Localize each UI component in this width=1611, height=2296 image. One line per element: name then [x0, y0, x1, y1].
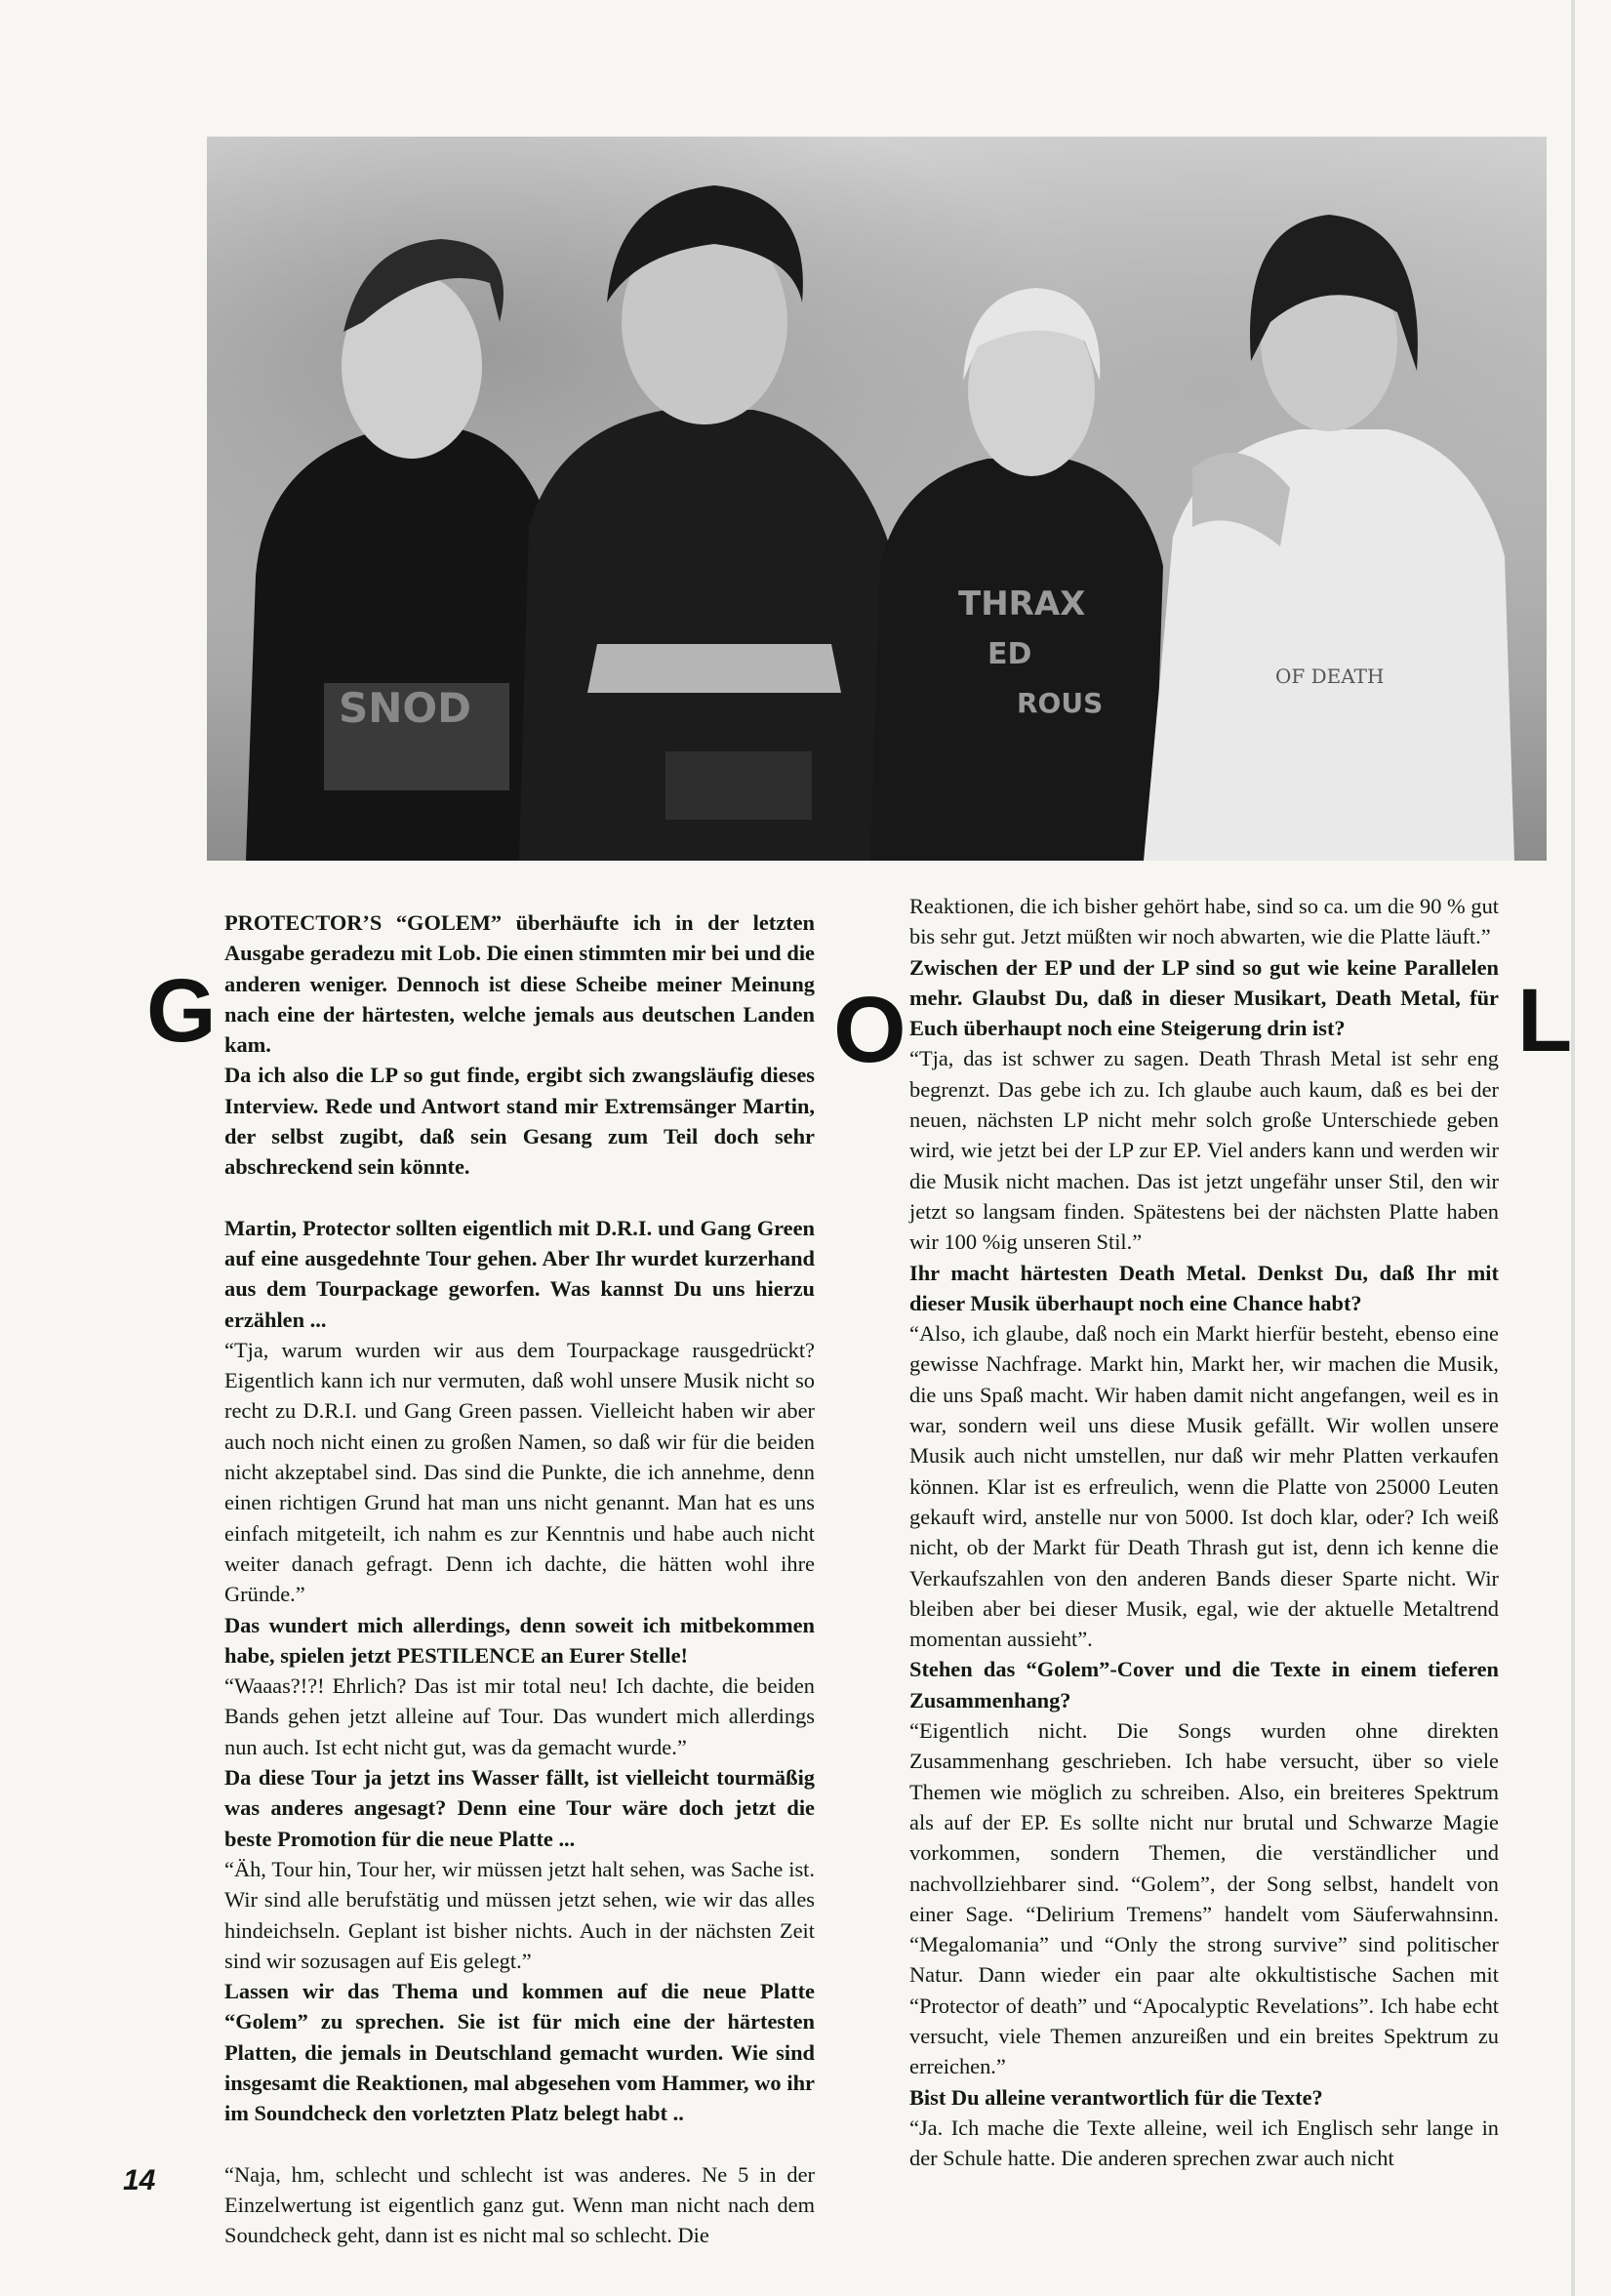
question-paragraph: Da diese Tour ja jetzt ins Wasser fällt, ist vielleicht tourmäßig was anderes angesagt? Denn eine Tour wäre doch jetzt die beste Promotion für die neue Platte ...: [224, 1765, 815, 1851]
question-paragraph: Zwischen der EP und der LP sind so gut wie keine Parallelen mehr. Glaubst Du, daß in dieser Musikart, Death Metal, für Euch überhaupt noch eine Steigerung drin ist?: [909, 954, 1499, 1041]
answer-paragraph: “Eigentlich nicht. Die Songs wurden ohne direkten Zusammenhang geschrieben. Ich habe versucht, über so viele Themen wie möglich zu schreiben. Also, ein breiteres Spektrum als auf der EP. Es sollte nicht nur brutal und Schwarze Magie vorkommen, sondern Themen, die verständlicher und nachvollziehbarer sind. “Golem”, der Song selbst, handelt von einer Sage. “Delirium Tremens” handelt vom Säuferwahnsinn. “Megalomania” und “Only the strong survive” sind politischer Natur. Dann wieder ein paar alte okkultistische Sachen mit “Protector of death” und “Apocalyptic Revelations”. Ich habe echt versucht, viele Themen anzureißen und ein breites Spektrum zu erreichen.”: [909, 1718, 1499, 2079]
answer-paragraph: “Waaas?!?! Ehrlich? Das ist mir total neu! Ich dachte, die beiden Bands gehen jetzt alleine auf Tour. Das wundert mich allerdings nun auch. Ist echt nicht gut, was da gemacht wurde.”: [224, 1673, 815, 1759]
question-paragraph: PROTECTOR’S “GOLEM” überhäufte ich in der letzten Ausgabe geradezu mit Lob. Die einen stimmten mir bei und die anderen weniger. Dennoch ist diese Scheibe meiner Meinung nach eine der härtesten, welche jemals aus deutschen Landen kam.: [224, 910, 815, 1058]
question-paragraph: Lassen wir das Thema und kommen auf die neue Platte “Golem” zu sprechen. Sie ist für mich eine der härtesten Platten, die jemals in Deutschland gemacht wurden. Wie sind insgesamt die Reaktionen, mal abgesehen vom Hammer, wo ihr im Soundcheck den vorletzten Platz belegt habt ..: [224, 1979, 815, 2126]
question-paragraph: Bist Du alleine verantwortlich für die Texte?: [909, 2084, 1323, 2110]
shirt-text-4: ROUS: [1017, 687, 1104, 719]
shirt-text-5: OF DEATH: [1275, 665, 1385, 688]
question-paragraph: Martin, Protector sollten eigentlich mit D.R.I. und Gang Green auf eine ausgedehnte Tour gehen. Aber Ihr wurdet kurzerhand aus dem Tourpackage geworfen. Was kannst Du uns hierzu erzählen ...: [224, 1215, 815, 1332]
person-2: [519, 185, 890, 861]
answer-paragraph: “Tja, warum wurden wir aus dem Tourpackage rausgedrückt? Eigentlich kann ich nur vermuten, daß wohl unsere Musik nicht so recht zu D.R.I. und Gang Green passen. Vielleicht haben wir aber auch noch nicht einen zu großen Namen, so daß wir für die beiden nicht akzeptabel sind. Das sind die Punkte, die ich annehme, denn einen richtigen Grund hat man uns nicht genannt. Man hat es uns einfach mitgeteilt, ich nahm es zur Kenntnis und habe auch nicht weiter danach gefragt. Denn ich dachte, die hätten wohl ihre Gründe.”: [224, 1337, 815, 1607]
question-paragraph: Da ich also die LP so gut finde, ergibt sich zwangsläufig dieses Interview. Rede und Antwort stand mir Extremsänger Martin, der selbst zugibt, daß sein Gesang zum Teil doch sehr abschreckend sein könnte.: [224, 1063, 815, 1180]
shirt-text-2: THRAX: [958, 584, 1086, 624]
drop-letter-g: G: [146, 961, 217, 1061]
person-1: [246, 239, 558, 861]
band-photo-illustration: [207, 137, 1547, 861]
shirt-text-1: SNOD: [339, 684, 471, 732]
question-paragraph: Ihr macht härtesten Death Metal. Denkst Du, daß Ihr mit dieser Musik überhaupt noch eine Chance habt?: [909, 1260, 1499, 1315]
paragraph-gap: [224, 2129, 815, 2159]
answer-paragraph: “Also, ich glaube, daß noch ein Markt hierfür besteht, ebenso eine gewisse Nachfrage. Markt hin, Markt her, wir machen die Musik, die uns Spaß macht. Wir haben damit nicht angefangen, weil es in war, sondern weil uns diese Musik gefällt. Wir wollen unsere Musik auch nicht umstellen, nur daß wir mehr Platten verkaufen können. Klar ist es erfreulich, wenn die Platte von 25000 Leuten gekauft wird, anstelle nur von 5000. Ist doch klar, oder? Ich weiß nicht, ob der Markt für Death Thrash gut ist, denn ich kenne die Verkaufszahlen von den anderen Bands dieser Sparte nicht. Wir bleiben aber bei dieser Musik, egal, wie der aktuelle Metaltrend momentan aussieht”.: [909, 1321, 1499, 1652]
answer-paragraph: “Naja, hm, schlecht und schlecht ist was anderes. Ne 5 in der Einzelwertung ist eigentlich ganz gut. Wenn man nicht nach dem Soundcheck geht, dann ist es nicht mal so schlecht. Die: [224, 2161, 815, 2248]
answer-paragraph: Reaktionen, die ich bisher gehört habe, sind so ca. um die 90 % gut bis sehr gut. Jetzt müßten wir noch abwarten, wie die Platte läuft.”: [909, 894, 1499, 949]
page-number: 14: [123, 2164, 156, 2196]
question-paragraph: Das wundert mich allerdings, denn soweit ich mitbekommen habe, spielen jetzt PESTILENCE an Eurer Stelle!: [224, 1612, 815, 1668]
answer-paragraph: “Äh, Tour hin, Tour her, wir müssen jetzt halt sehen, was Sache ist. Wir sind alle berufstätig und müssen jetzt sehen, wie wir das alles hindeichseln. Geplant ist bisher nichts. Auch in der nächsten Zeit sind wir sozusagen auf Eis gelegt.”: [224, 1856, 815, 1973]
page-edge: [1571, 0, 1575, 2296]
shirt-text-3: ED: [987, 637, 1032, 671]
answer-paragraph: “Ja. Ich mache die Texte alleine, weil ich Englisch sehr lange in der Schule hatte. Die anderen sprechen zwar auch nicht: [909, 2115, 1499, 2171]
paragraph-gap: [224, 1183, 815, 1213]
answer-paragraph: “Tja, das ist schwer zu sagen. Death Thrash Metal ist sehr eng begrenzt. Das gebe ich zu. Ich glaube auch kaum, daß es bei der neuen, nächsten LP nicht mehr solch große Unterschiede geben wird, wie jetzt bei der LP zur EP. Viel anders kann und werden wir die Musik nicht machen. Das ist jetzt ungefähr unser Stil, den wir jetzt so langsam finden. Spätestens bei der nächsten Platte haben wir 100 %ig unseren Stil.”: [909, 1046, 1499, 1255]
person-3: [870, 288, 1163, 861]
left-column: [224, 907, 815, 2250]
drop-letter-o: O: [833, 978, 906, 1082]
band-photo: [207, 137, 1547, 861]
right-column: [909, 891, 1499, 2173]
person-4: [1144, 215, 1514, 861]
question-paragraph: Stehen das “Golem”-Cover und die Texte in einem tieferen Zusammenhang?: [909, 1657, 1499, 1712]
drop-letter-l: L: [1517, 971, 1573, 1070]
